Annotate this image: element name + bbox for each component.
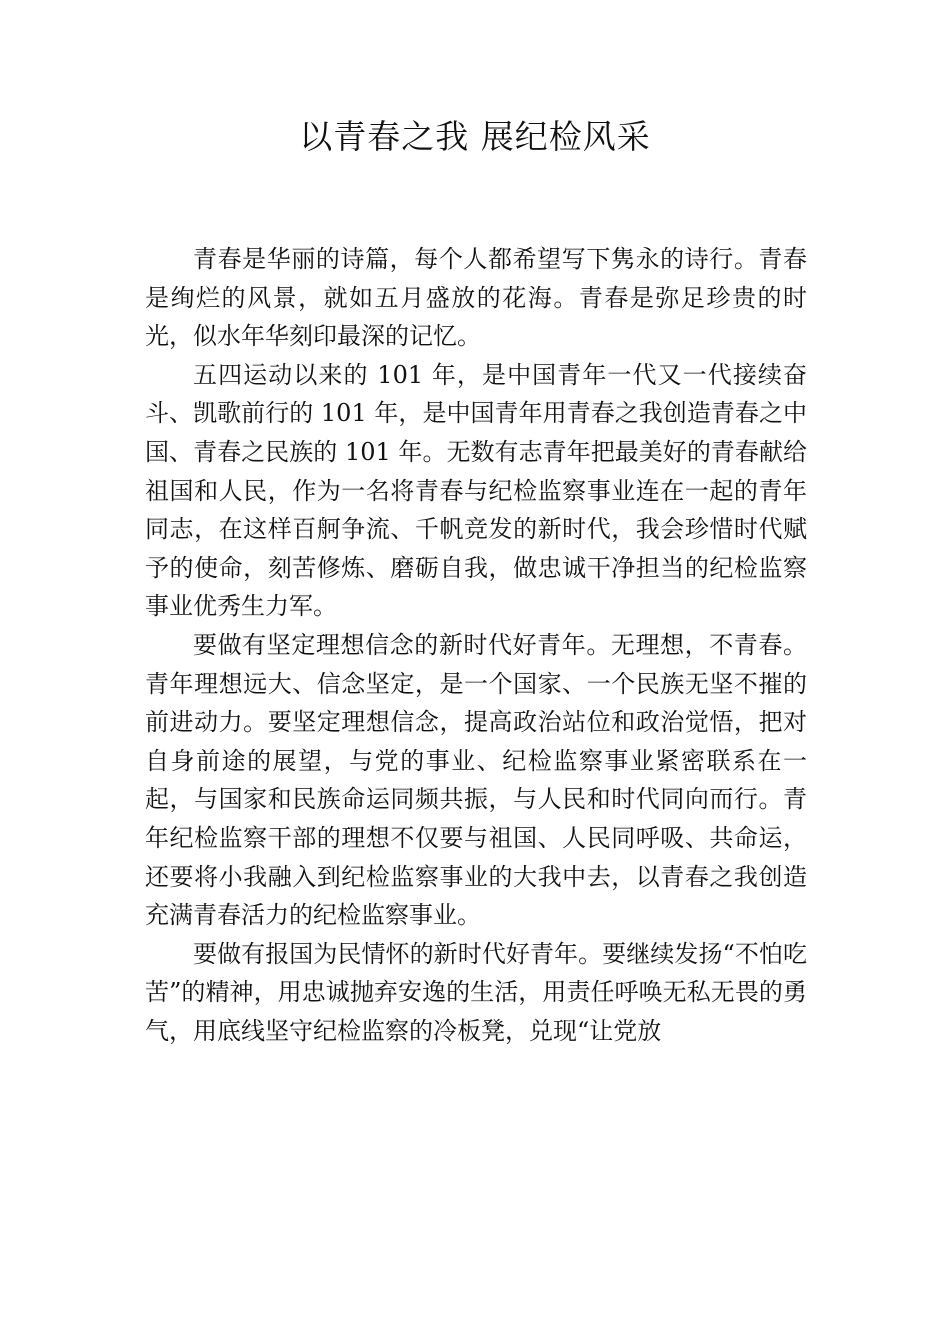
document-title: 以青春之我 展纪检风采 [299,117,651,156]
body-paragraph: 要做有坚定理想信念的新时代好青年。无理想，不青春。青年理想远大、信念坚定，是一个国家、一个民族无坚不摧的前进动力。要坚定理想信念，提高政治站位和政治觉悟，把对自身前途的展望，与党的事业、纪检监察事业紧密联系在一起，与国家和民族命运同频共振，与人民和时代同向而行。青年纪检监察干部的理想不仅要与祖国、人民同呼吸、共命运，还要将小我融入到纪检监察事业的大我中去，以青春之我创造充满青春活力的纪检监察事业。 [145,630,807,930]
body-paragraph: 要做有报国为民情怀的新时代好青年。要继续发扬“不怕吃苦”的精神，用忠诚抛弃安逸的生活，用责任呼唤无私无畏的勇气，用底线坚守纪检监察的冷板凳，兑现“让党放 [145,939,807,1045]
body-paragraph: 青春是华丽的诗篇，每个人都希望写下隽永的诗行。青春是绚烂的风景，就如五月盛放的花海。青春是弥足珍贵的时光，似水年华刻印最深的记忆。 [145,245,807,351]
document-body [145,240,807,1050]
body-paragraph: 五四运动以来的 101 年，是中国青年一代又一代接续奋斗、凯歌前行的 101 年，是中国青年用青春之我创造青春之中国、青春之民族的 101 年。无数有志青年把最美好的青春献给祖国和人民，作为一名将青春与纪检监察事业连在一起的青年同志，在这样百舸争流、千帆竞发的新时代，我会珍惜时代赋予的使命，刻苦修炼、磨砺自我，做忠诚干净担当的纪检监察事业优秀生力军。 [145,360,807,621]
